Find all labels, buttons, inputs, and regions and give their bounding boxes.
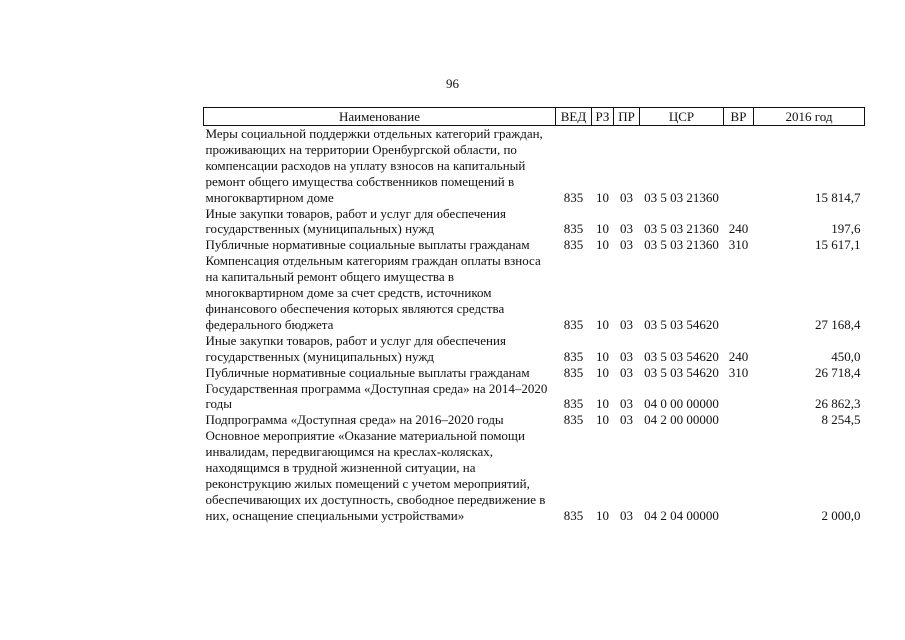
row-ved: 835 [563,316,584,332]
table-row [204,126,865,206]
row-rz: 10 [596,396,609,412]
table-header-row [204,108,865,126]
row-name: Подпрограмма «Доступная среда» на 2016–2020 годы [205,412,504,428]
row-pr: 03 [620,364,633,380]
row-vr: 240 [728,221,749,237]
row-name: Иные закупки товаров, работ и услуг для обеспечения государственных (муниципальных) нужд [205,205,506,237]
table-row [204,381,865,413]
row-vr: 240 [728,348,749,364]
table-row [204,237,865,253]
header-vr: ВР [724,108,754,126]
row-pr: 03 [620,412,633,428]
header-year: 2016 год [754,108,865,126]
row-pr: 03 [620,348,633,364]
table-row [204,333,865,365]
row-pr: 03 [620,189,633,205]
row-pr: 03 [620,221,633,237]
row-vr: 310 [728,364,749,380]
row-vr [724,253,754,333]
header-csr: ЦСР [640,108,724,126]
row-name: Основное мероприятие «Оказание материальной помощи инвалидам, передвигающимся на креслах-колясках, находящимся в трудной жизненной ситуации, на реконструкцию жилых помещений с учетом мероприятий, обеспечивающих их доступность, свободное передвижение в них, оснащение специальными устройствами» [205,428,546,523]
row-ved: 835 [563,189,584,205]
header-rz: РЗ [592,108,614,126]
row-amount: 8 254,5 [821,412,861,428]
row-amount: 197,6 [831,221,861,237]
table-row [204,428,865,523]
row-pr: 03 [620,316,633,332]
row-vr [724,126,754,206]
row-csr: 03 5 03 54620 [644,364,719,380]
row-amount: 26 862,3 [815,396,861,412]
row-rz: 10 [596,348,609,364]
row-csr: 03 5 03 54620 [644,348,719,364]
row-ved: 835 [563,348,584,364]
header-name: Наименование [204,108,556,126]
table-row [204,206,865,238]
row-pr: 03 [620,237,633,253]
row-pr: 03 [620,507,633,523]
row-vr [724,428,754,523]
row-rz: 10 [596,412,609,428]
header-pr: ПР [614,108,640,126]
row-name: Государственная программа «Доступная среда» на 2014–2020 годы [205,380,548,412]
row-vr [724,381,754,413]
row-name: Иные закупки товаров, работ и услуг для обеспечения государственных (муниципальных) нужд [205,332,506,364]
row-csr: 03 5 03 54620 [644,316,719,332]
row-name: Компенсация отдельным категориям граждан оплаты взноса на капитальный ремонт общего имущества в многоквартирном доме за счет средств, источником финансового обеспечения которых являются средства федерального бюджета [205,253,541,332]
budget-table [203,107,865,524]
table-row [204,253,865,333]
row-amount: 2 000,0 [821,507,861,523]
row-vr: 310 [728,237,749,253]
row-vr [724,412,754,428]
table-row [204,365,865,381]
row-csr: 03 5 03 21360 [644,237,719,253]
row-csr: 04 2 00 00000 [644,412,719,428]
row-ved: 835 [563,396,584,412]
row-ved: 835 [563,237,584,253]
row-amount: 26 718,4 [815,364,861,380]
row-csr: 04 0 00 00000 [644,396,719,412]
row-amount: 450,0 [831,348,861,364]
row-csr: 04 2 04 00000 [644,507,719,523]
row-amount: 15 617,1 [815,237,861,253]
row-rz: 10 [596,221,609,237]
row-amount: 27 168,4 [815,316,861,332]
row-ved: 835 [563,507,584,523]
row-amount: 15 814,7 [815,189,861,205]
row-rz: 10 [596,189,609,205]
row-ved: 835 [563,221,584,237]
row-pr: 03 [620,396,633,412]
row-rz: 10 [596,316,609,332]
page-number: 96 [446,76,459,91]
row-name: Публичные нормативные социальные выплаты гражданам [205,237,530,253]
row-name: Меры социальной поддержки отдельных категорий граждан, проживающих на территории Оренбургской области, по компенсации расходов на уплату взносов на капитальный ремонт общего имущества собственников помещений в многоквартирном доме [205,126,543,205]
row-csr: 03 5 03 21360 [644,221,719,237]
row-name: Публичные нормативные социальные выплаты гражданам [205,364,530,380]
row-rz: 10 [596,237,609,253]
header-ved: ВЕД [556,108,592,126]
table-row [204,412,865,428]
row-ved: 835 [563,364,584,380]
row-ved: 835 [563,412,584,428]
row-rz: 10 [596,364,609,380]
row-csr: 03 5 03 21360 [644,189,719,205]
row-rz: 10 [596,507,609,523]
